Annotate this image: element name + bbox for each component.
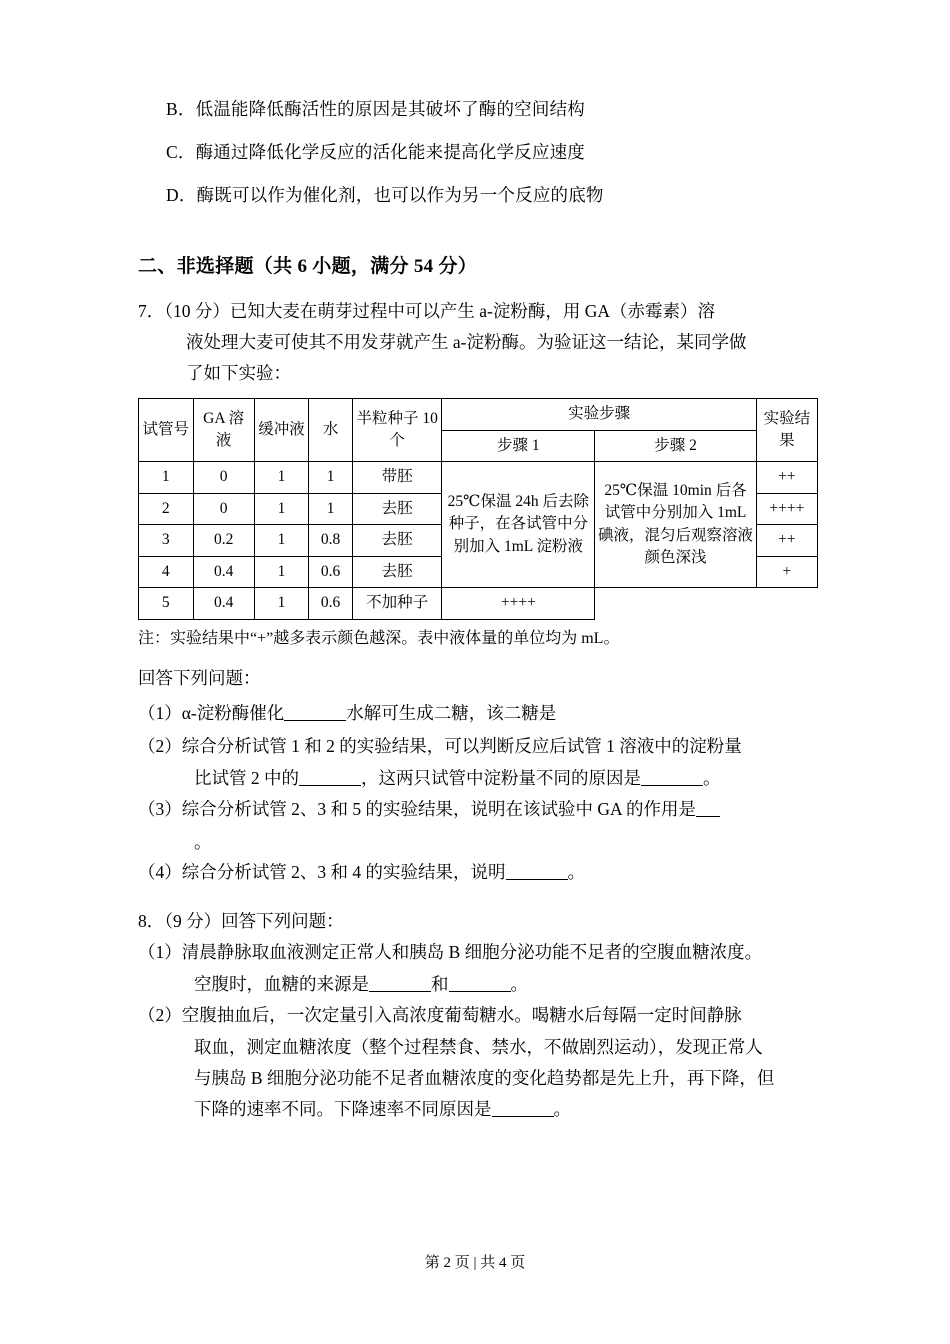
choice-option-d: D．酶既可以作为催化剂，也可以作为另一个反应的底物 — [166, 185, 604, 206]
header-water: 水 — [309, 399, 353, 462]
q8-sub1-text-c: 。 — [510, 974, 528, 995]
cell-tube: 4 — [139, 556, 194, 587]
q8-sub1-text-b: 和 — [431, 974, 449, 995]
answer-blank[interactable] — [369, 975, 431, 993]
section-heading: 二、非选择题（共 6 小题，满分 54 分） — [138, 256, 478, 278]
header-ga: GA 溶液 — [193, 399, 254, 462]
q7-sub-2-line-1: （2）综合分析试管 1 和 2 的实验结果，可以判断反应后试管 1 溶液中的淀粉量 — [138, 735, 742, 756]
header-seed: 半粒种子 10 个 — [352, 399, 442, 462]
cell-ga: 0 — [193, 462, 254, 493]
q7-sub2-text-a: 比试管 2 中的 — [194, 768, 299, 789]
header-steps: 实验步骤 — [442, 399, 756, 430]
q8-sub-2-line-3: 与胰岛 B 细胞分泌功能不足者血糖浓度的变化趋势都是先上升，再下降，但 — [194, 1068, 775, 1088]
q7-sub3-text-a: （3）综合分析试管 2、3 和 5 的实验结果，说明在该试验中 GA 的作用是 — [138, 799, 697, 819]
q7-sub-4 — [138, 857, 818, 888]
experiment-table — [138, 398, 818, 619]
q7-sub-1 — [138, 698, 818, 729]
answer-blank[interactable] — [284, 704, 346, 722]
cell-seed: 去胚 — [352, 556, 442, 587]
cell-buffer: 1 — [254, 588, 309, 619]
q8-sub-1-line-2 — [138, 969, 818, 1000]
q7-answer-prompt: 回答下列问题： — [138, 668, 261, 689]
cell-water: 0.6 — [309, 556, 353, 587]
cell-buffer: 1 — [254, 462, 309, 493]
answer-blank[interactable] — [492, 1099, 554, 1117]
cell-result: ++++ — [442, 588, 595, 619]
cell-buffer: 1 — [254, 525, 309, 556]
cell-seed: 不加种子 — [352, 588, 442, 619]
q8-sub-2-line-1: （2）空腹抽血后，一次定量引入高浓度葡萄糖水。喝糖水后每隔一定时间静脉 — [138, 1004, 742, 1025]
answer-blank[interactable] — [449, 975, 511, 993]
cell-seed: 带胚 — [352, 462, 442, 493]
answer-blank[interactable] — [696, 799, 720, 817]
page-footer: 第 2 页 | 共 4 页 — [424, 1255, 526, 1271]
header-step1: 步骤 1 — [442, 430, 595, 461]
q7-line-2: 液处理大麦可使其不用发芽就产生 a‑淀粉酶。为验证这一结论，某同学做 — [186, 332, 747, 352]
header-step2: 步骤 2 — [595, 430, 757, 461]
table-row — [139, 588, 818, 619]
cell-seed: 去胚 — [352, 493, 442, 524]
q8-sub-2-line-2: 取血，测定血糖浓度（整个过程禁食、禁水，不做剧烈运动），发现正常人 — [194, 1037, 763, 1058]
q7-sub2-text-b: ，这两只试管中淀粉量不同的原因是 — [361, 768, 641, 789]
q8-sub-1-line-1: （1）清晨静脉取血液测定正常人和胰岛 B 细胞分泌功能不足者的空腹血糖浓度。 — [138, 941, 763, 962]
table-header-row-1 — [139, 399, 818, 430]
answer-blank[interactable] — [641, 769, 703, 787]
q7-sub1-text-a: （1）α‑淀粉酶催化 — [138, 703, 285, 724]
cell-tube: 2 — [139, 493, 194, 524]
q7-sub4-text-b: 。 — [567, 862, 585, 883]
choices-block — [138, 96, 818, 209]
question-7 — [138, 296, 818, 888]
q7-line-1: 7．（10 分）已知大麦在萌芽过程中可以产生 a‑淀粉酶，用 GA（赤霉素）溶 — [138, 301, 715, 322]
page-content — [138, 96, 818, 1130]
q7-line-3: 了如下实验： — [186, 362, 291, 383]
q8-sub1-text-a: 空腹时，血糖的来源是 — [194, 974, 369, 995]
cell-ga: 0 — [193, 493, 254, 524]
cell-water: 0.6 — [309, 588, 353, 619]
header-result: 实验结果 — [756, 399, 817, 462]
cell-result: ++ — [756, 525, 817, 556]
cell-tube: 3 — [139, 525, 194, 556]
cell-water: 1 — [309, 462, 353, 493]
cell-step2: 25℃保温 10min 后各试管中分别加入 1mL 碘液，混匀后观察溶液颜色深浅 — [595, 462, 757, 588]
q7-sub2-text-c: 。 — [703, 768, 721, 789]
q8-line-1: 8．（9 分）回答下列问题： — [138, 910, 344, 931]
cell-tube: 5 — [139, 588, 194, 619]
cell-buffer: 1 — [254, 556, 309, 587]
cell-water: 0.8 — [309, 525, 353, 556]
choice-option-b: B．低温能降低酶活性的原因是其破坏了酶的空间结构 — [166, 99, 585, 119]
cell-ga: 0.4 — [193, 588, 254, 619]
q7-sub1-text-b: 水解可生成二糖，该二糖是 — [346, 703, 557, 724]
cell-result: ++ — [756, 462, 817, 493]
q8-sub-2-line-4 — [138, 1094, 818, 1125]
table-note: 注：实验结果中“+”越多表示颜色越深。表中液体量的单位均为 mL。 — [138, 629, 620, 647]
cell-step1: 25℃保温 24h 后去除种子，在各试管中分别加入 1mL 淀粉液 — [442, 462, 595, 588]
cell-result: + — [756, 556, 817, 587]
header-buffer: 缓冲液 — [254, 399, 309, 462]
q7-sub4-text-a: （4）综合分析试管 2、3 和 4 的实验结果，说明 — [138, 862, 506, 883]
q7-sub-2-line-2 — [138, 763, 818, 794]
cell-result: ++++ — [756, 493, 817, 524]
answer-blank[interactable] — [299, 769, 361, 787]
q7-sub-3-line-1 — [138, 794, 818, 825]
header-tube: 试管号 — [139, 399, 194, 462]
q7-sub-3-line-2: 。 — [194, 831, 212, 852]
q8-sub2-text-b: 。 — [553, 1098, 571, 1119]
answer-blank[interactable] — [506, 863, 568, 881]
table-row — [139, 462, 818, 493]
question-8 — [138, 906, 818, 1124]
cell-ga: 0.2 — [193, 525, 254, 556]
cell-buffer: 1 — [254, 493, 309, 524]
cell-tube: 1 — [139, 462, 194, 493]
cell-water: 1 — [309, 493, 353, 524]
q8-sub2-text-a: 下降的速率不同。下降速率不同原因是 — [194, 1098, 492, 1119]
choice-option-c: C．酶通过降低化学反应的活化能来提高化学反应速度 — [166, 142, 585, 163]
cell-seed: 去胚 — [352, 525, 442, 556]
cell-ga: 0.4 — [193, 556, 254, 587]
